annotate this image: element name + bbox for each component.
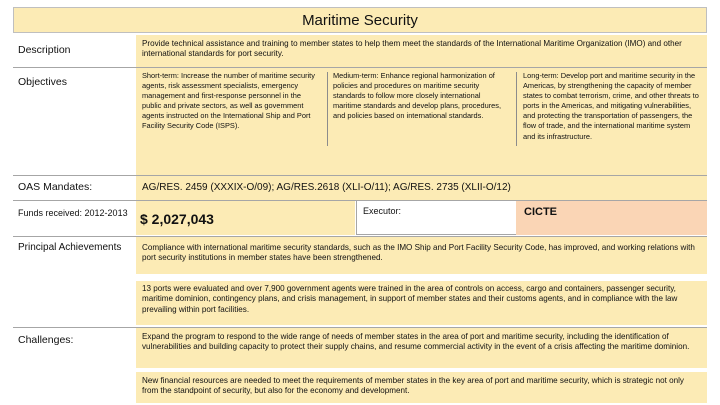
funds-amount: $ 2,027,043: [136, 201, 355, 235]
mandates-text: AG/RES. 2459 (XXXIX-O/09); AG/RES.2618 (XLI-O/11); AG/RES. 2735 (XLII-O/12): [136, 176, 707, 200]
mandates-label: OAS Mandates:: [13, 176, 135, 200]
challenges-text-2: New financial resources are needed to meet the requirements of member states in the key area of port and maritime security, which is strategic not only from the standpoint of security, but also for the economy and development.: [136, 372, 707, 403]
funds-label: Funds received: 2012-2013: [13, 201, 135, 237]
description-text: Provide technical assistance and training to member states to help them meet the standards of the International Maritime Organization (IMO) and other international standards for port security.: [136, 35, 707, 67]
achievements-text-1: Compliance with international maritime security standards, such as the IMO Ship and Port Facility Security Code, has improved, and working relations with port security institutions in member states have been strengthened.: [136, 237, 707, 274]
executor-label: Executor:: [356, 201, 516, 235]
objective-medium-term: Medium-term: Enhance regional harmonization of policies and procedures on maritime security standards to follow more closely international maritime standards and develop plans, procedures, and policies based on international standards.: [333, 71, 502, 121]
objectives-label: Objectives: [13, 68, 135, 175]
description-label: Description: [13, 35, 135, 67]
executor-value: CICTE: [516, 201, 707, 235]
column-divider: [516, 72, 517, 146]
objectives-cell: [136, 68, 707, 175]
achievements-label: Principal Achievements: [13, 237, 135, 327]
achievements-text-2: 13 ports were evaluated and over 7,900 government agents were trained in the area of controls on access, cargo and containers, passenger security, maritime dominion, contingency plans, and crisis management, in support of member states and their customs agents, and in compliance with the law prevailing within port facilities.: [136, 281, 707, 325]
column-divider: [327, 72, 328, 146]
page-title: Maritime Security: [13, 7, 707, 33]
objective-short-term: Short-term: Increase the number of maritime security agents, risk assessment specialists, emergency management and first-response personnel in the public and private sectors, as well as government agents instructed on the International Ship and Port Facility Security Code (ISPS).: [142, 71, 315, 131]
objective-long-term: Long-term: Develop port and maritime security in the Americas, by strengthening the capacity of member states to combat terrorism, crime, and other threats to ports in the Americas, and mitigating vulnerabilities, and protecting the transportation of passengers, the flow of trade, and the international maritime system and its infrastructure.: [523, 71, 699, 141]
challenges-text-1: Expand the program to respond to the wide range of needs of member states in the area of port and maritime security, including the identification of vulnerabilities and building capacity to protect their supply chains, and resume commercial activity in the event of a crisis affecting the maritime dominion.: [136, 328, 707, 368]
challenges-label: Challenges:: [13, 328, 135, 403]
